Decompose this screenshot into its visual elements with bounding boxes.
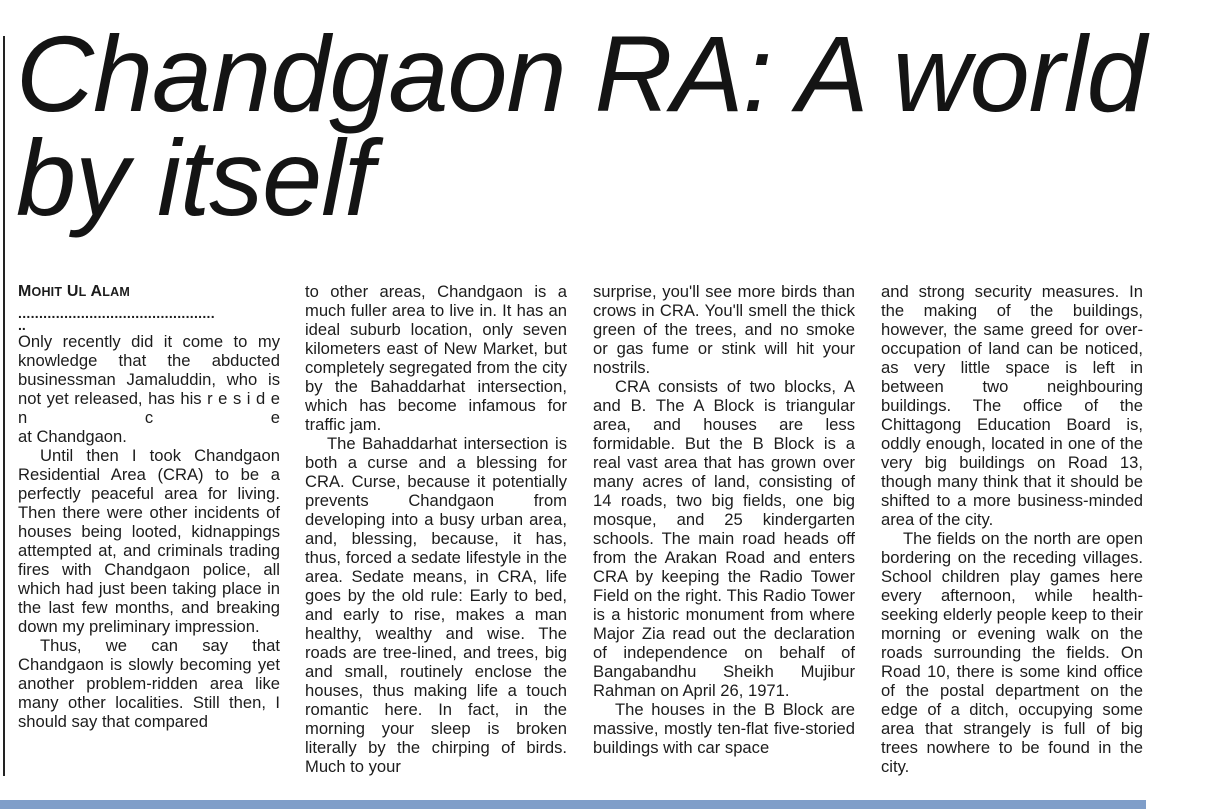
paragraph: surprise, you'll see more birds than crows in CRA. You'll smell the thick green of the trees, and no smoke or gas fume or stink will hit your nostrils. (593, 282, 855, 377)
paragraph: The houses in the B Block are massive, mostly ten-flat five-storied buildings with car space (593, 700, 855, 757)
paragraph: and strong security measures. In the making of the buildings, however, the same greed for over-occupation of land can be noticed, as very little space is left in between two neighbouring buildings. The office of the Chittagong Education Board is, oddly enough, located in one of the very big buildings on Road 13, though many think that it should be shifted to a more business-minded area of the city. (881, 282, 1143, 529)
paragraph: The fields on the north are open bordering on the receding villages. School children play games here every afternoon, while health-seeking elderly people keep to their morning or evening walk on the roads surrounding the fields. On Road 10, there is some kind office of the postal department on the edge of a ditch, occupying some area that strangely is full of big trees nowhere to be found in the city. (881, 529, 1143, 776)
byline (18, 282, 280, 302)
paragraph: Thus, we can say that Chandgaon is slowly becoming yet another problem-ridden area like many other localities. Still then, I should say that compared (18, 636, 280, 731)
byline-first-initial: M (18, 283, 32, 300)
article-column-2 (305, 282, 567, 776)
byline-separator-tail: .. (18, 317, 26, 333)
paragraph: at Chandgaon. (18, 427, 127, 446)
bottom-color-bar (0, 800, 1146, 809)
article-column-3 (593, 282, 855, 757)
byline-separator: ............................................... (18, 306, 215, 320)
article-column-1 (18, 282, 280, 731)
paragraph: CRA consists of two blocks, A and B. The A Block is triangular area, and houses are less formidable. But the B Block is a real vast area that has grown over many acres of land, consisting of 14 roads, two big fields, one big mosque, and 25 kindergarten schools. The main road heads off from the Arakan Road and enters CRA by keeping the Radio Tower Field on the right. This Radio Tower is a historic monument from where Major Zia read out the declaration of independence on behalf of Bangabandhu Sheikh Mujibur Rahman on April 26, 1971. (593, 377, 855, 700)
article-column-4 (881, 282, 1143, 776)
paragraph: to other areas, Chandgaon is a much fuller area to live in. It has an ideal suburb location, only seven kilometers east of New Market, but completely segregated from the city by the Bahaddarhat intersection, which has become infamous for traffic jam. (305, 282, 567, 434)
byline-last-rest: LAM (102, 285, 130, 299)
headline: Chandgaon RA: A world by itself (16, 13, 1146, 238)
left-column-rule (3, 36, 5, 776)
byline-last-initial: A (90, 283, 103, 300)
byline-middle-rest: L (78, 285, 87, 299)
byline-middle-initial: U (66, 283, 79, 300)
paragraph: Only recently did it come to my knowledge that the abducted businessman Jamaluddin, who is not yet released, has his r e s i d e n c e (18, 332, 280, 427)
paragraph: The Bahaddarhat intersection is both a curse and a blessing for CRA. Curse, because it potentially prevents Chandgaon from developing into a busy urban area, and, blessing, because, it has, thus, forced a sedate lifestyle in the area. Sedate means, in CRA, life goes by the old rule: Early to bed, and early to rise, makes a man healthy, wealthy and wise. The roads are tree-lined, and trees, big and small, routinely enclose the houses, thus making life a touch romantic here. In fact, in the morning your sleep is broken literally by the chirping of birds. Much to your (305, 434, 567, 776)
byline-first-rest: OHIT (31, 285, 63, 299)
paragraph: Until then I took Chandgaon Residential Area (CRA) to be a perfectly peaceful area for living. Then there were other incidents of houses being looted, kidnappings attempted at, and criminals trading fires with Chandgaon police, all which had just been taking place in the last few months, and breaking down my preliminary impression. (18, 446, 280, 636)
